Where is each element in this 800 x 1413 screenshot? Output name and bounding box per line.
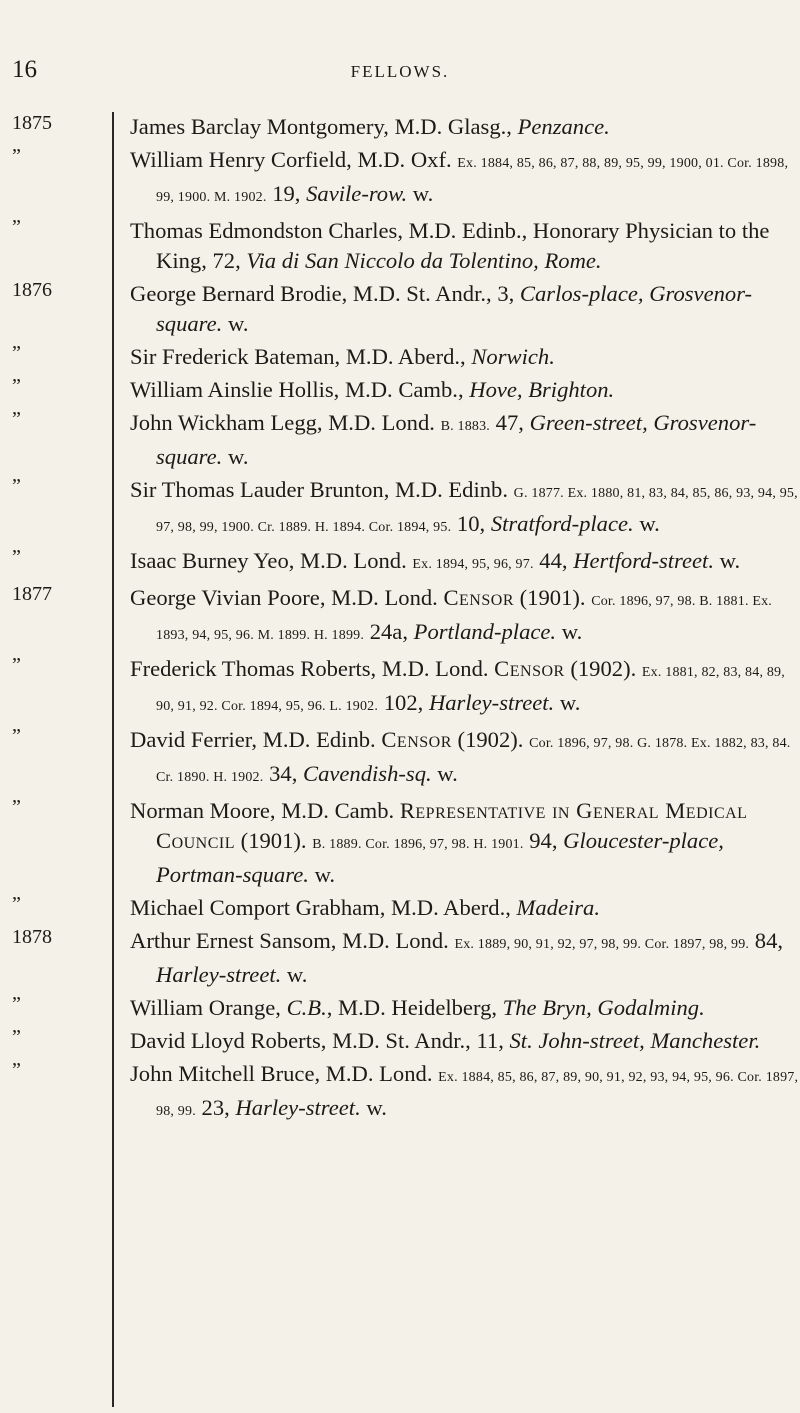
address: Cavendish-sq.	[303, 761, 432, 786]
address: Harley-street.	[428, 690, 555, 715]
fellow-name-text: 10,	[451, 511, 491, 536]
election-year: ”	[12, 375, 21, 397]
fellow-name-text: 44,	[533, 548, 574, 573]
election-year: ”	[12, 475, 21, 497]
address: C.B.	[286, 995, 327, 1020]
fellow-name-text: 102,	[378, 690, 429, 715]
fellow-name-text: Sir Frederick Bateman, M.D. Aberd.,	[130, 344, 472, 369]
fellow-text	[130, 112, 800, 142]
office-title: Censor	[494, 656, 565, 681]
offices-held: Cor. 1896, 97, 98. B. 1881. Ex. 1893, 94, 95, 96. M. 1899. H. 1899.	[156, 594, 773, 643]
fellow-text	[130, 279, 800, 339]
fellow-text	[130, 408, 800, 472]
fellow-entry	[0, 546, 800, 580]
offices-held: Cor. 1896, 97, 98. G. 1878. Ex. 1882, 83, 84. Cr. 1890. H. 1902.	[156, 736, 791, 785]
election-year: ”	[12, 993, 21, 1015]
fellow-text	[130, 375, 800, 405]
page-number: 16	[12, 56, 37, 83]
offices-held: G. 1877. Ex. 1880, 81, 83, 84, 85, 86, 93, 94, 95, 97, 98, 99, 1900. Cr. 1889. H. 1894. Cor. 1894, 95.	[156, 486, 798, 535]
fellow-entry	[0, 725, 800, 793]
fellow-name-text: David Lloyd Roberts, M.D. St. Andr., 11,	[130, 1028, 510, 1053]
election-year: ”	[12, 408, 21, 430]
office-title: Censor	[443, 585, 514, 610]
fellow-name-text: John Wickham Legg, M.D. Lond.	[130, 410, 441, 435]
fellow-name-text: (1902).	[564, 656, 642, 681]
fellow-entry	[0, 1026, 800, 1056]
election-year: ”	[12, 216, 21, 238]
fellow-entry	[0, 342, 800, 372]
fellow-name-text: (1901).	[514, 585, 592, 610]
fellow-name-text: 47,	[490, 410, 530, 435]
address: Madeira.	[516, 895, 601, 920]
fellow-text	[130, 926, 800, 990]
address: Savile-row.	[306, 181, 408, 206]
fellow-name-text: w.	[360, 1095, 387, 1120]
fellow-text	[130, 1059, 800, 1127]
election-year: 1877	[12, 583, 52, 605]
fellow-name-text: 84,	[749, 928, 784, 953]
fellow-entry	[0, 408, 800, 472]
running-head: FELLOWS.	[350, 62, 450, 81]
fellow-name-text: Isaac Burney Yeo, M.D. Lond.	[130, 548, 413, 573]
fellows-list	[0, 112, 800, 1130]
fellow-name-text: w.	[556, 619, 583, 644]
fellow-name-text: William Orange,	[130, 995, 287, 1020]
election-year: 1878	[12, 926, 52, 948]
fellow-entry	[0, 145, 800, 213]
election-year: 1876	[12, 279, 52, 301]
election-year: ”	[12, 893, 21, 915]
fellow-text	[130, 654, 800, 722]
offices-held: Ex. 1889, 90, 91, 92, 97, 98, 99. Cor. 1897, 98, 99.	[454, 937, 750, 952]
fellow-entry	[0, 112, 800, 142]
fellow-name-text: w.	[222, 444, 249, 469]
offices-held: Ex. 1881, 82, 83, 84, 89, 90, 91, 92. Cor. 1894, 95, 96. L. 1902.	[156, 665, 785, 714]
fellow-text	[130, 725, 800, 793]
election-year: 1875	[12, 112, 52, 134]
fellow-text	[130, 893, 800, 923]
address: Stratford-place.	[490, 511, 634, 536]
election-year: ”	[12, 1026, 21, 1048]
offices-held: B. 1889. Cor. 1896, 97, 98. H. 1901.	[312, 837, 524, 852]
address: Portland-place.	[413, 619, 557, 644]
fellow-name-text: Frederick Thomas Roberts, M.D. Lond.	[130, 656, 495, 681]
election-year: ”	[12, 1059, 21, 1081]
fellow-text	[130, 583, 800, 651]
fellow-name-text: 24a,	[364, 619, 414, 644]
fellow-name-text: 19,	[266, 181, 307, 206]
fellow-text	[130, 796, 800, 890]
office-title: Censor	[381, 727, 452, 752]
address: The Bryn, Godalming.	[502, 995, 705, 1020]
fellow-name-text: (1902).	[451, 727, 530, 752]
fellow-name-text: John Mitchell Bruce, M.D. Lond.	[130, 1061, 439, 1086]
election-year: ”	[12, 796, 21, 818]
election-year: ”	[12, 725, 21, 747]
fellow-text	[130, 216, 800, 276]
fellow-name-text: 23,	[195, 1095, 236, 1120]
fellow-name-text: James Barclay Montgomery, M.D. Glasg.,	[130, 114, 518, 139]
fellow-name-text: w.	[713, 548, 741, 573]
fellow-name-text: , M.D. Heidelberg,	[326, 995, 503, 1020]
fellow-name-text: Sir Thomas Lauder Brunton, M.D. Edinb.	[130, 477, 514, 502]
fellow-entry	[0, 893, 800, 923]
fellow-text	[130, 475, 800, 543]
fellow-name-text: 94,	[523, 828, 564, 853]
fellow-entry	[0, 475, 800, 543]
address: Harley-street.	[156, 962, 282, 987]
address: Carlos-place, Grosvenor-square.	[156, 281, 753, 336]
election-year: ”	[12, 342, 21, 364]
fellow-entry	[0, 926, 800, 990]
offices-held: Ex. 1884, 85, 86, 87, 88, 89, 95, 99, 1900, 01. Cor. 1898, 99, 1900. M. 1902.	[156, 156, 789, 205]
fellow-name-text: George Bernard Brodie, M.D. St. Andr., 3,	[130, 281, 520, 306]
fellow-name-text: w.	[554, 690, 581, 715]
offices-held: B. 1883.	[440, 419, 491, 434]
fellow-name-text: George Vivian Poore, M.D. Lond.	[130, 585, 444, 610]
address: Hertford-street.	[573, 548, 714, 573]
address: Green-street, Grosvenor-square.	[156, 410, 757, 469]
fellow-text	[130, 342, 800, 372]
fellow-name-text: Thomas Edmondston Charles, M.D. Edinb., Honorary Physician to the King, 72,	[130, 218, 770, 273]
fellow-text	[130, 993, 800, 1023]
fellow-entry	[0, 1059, 800, 1127]
offices-held: Ex. 1884, 85, 86, 87, 89, 90, 91, 92, 93, 94, 95, 96. Cor. 1897, 98, 99.	[156, 1070, 799, 1119]
fellow-entry	[0, 279, 800, 339]
fellow-name-text: w.	[308, 862, 336, 887]
offices-held: Ex. 1894, 95, 96, 97.	[412, 557, 534, 572]
election-year: ”	[12, 654, 21, 676]
fellow-name-text: William Henry Corfield, M.D. Oxf.	[130, 147, 458, 172]
fellow-entry	[0, 583, 800, 651]
fellow-entry	[0, 375, 800, 405]
fellow-name-text: w.	[281, 962, 308, 987]
fellow-name-text: w.	[431, 761, 458, 786]
fellow-entry	[0, 993, 800, 1023]
fellow-text	[130, 145, 800, 213]
address: Hove, Brighton.	[469, 377, 615, 402]
fellow-entry	[0, 796, 800, 890]
address: Penzance.	[517, 114, 610, 139]
fellow-name-text: w.	[407, 181, 434, 206]
fellow-name-text: 34,	[263, 761, 303, 786]
address: Gloucester-place, Portman-square.	[156, 828, 724, 887]
fellow-entry	[0, 654, 800, 722]
fellow-text	[130, 1026, 800, 1056]
address: Norwich.	[471, 344, 555, 369]
address: St. John-street, Manchester.	[509, 1028, 761, 1053]
address: Via di San Niccolo da Tolentino, Rome.	[246, 248, 602, 273]
office-title: Representative in General Medical Council	[156, 798, 748, 853]
election-year: ”	[12, 546, 21, 568]
fellow-name-text: Norman Moore, M.D. Camb.	[130, 798, 400, 823]
fellow-text	[130, 546, 800, 580]
fellow-name-text: w.	[633, 511, 660, 536]
fellow-name-text: w.	[222, 311, 249, 336]
fellow-entry	[0, 216, 800, 276]
fellow-name-text: Michael Comport Grabham, M.D. Aberd.,	[130, 895, 517, 920]
address: Harley-street.	[235, 1095, 361, 1120]
fellow-name-text: (1901).	[235, 828, 313, 853]
election-year: ”	[12, 145, 21, 167]
fellow-name-text: William Ainslie Hollis, M.D. Camb.,	[130, 377, 470, 402]
fellow-name-text: David Ferrier, M.D. Edinb.	[130, 727, 382, 752]
fellow-name-text: Arthur Ernest Sansom, M.D. Lond.	[130, 928, 455, 953]
